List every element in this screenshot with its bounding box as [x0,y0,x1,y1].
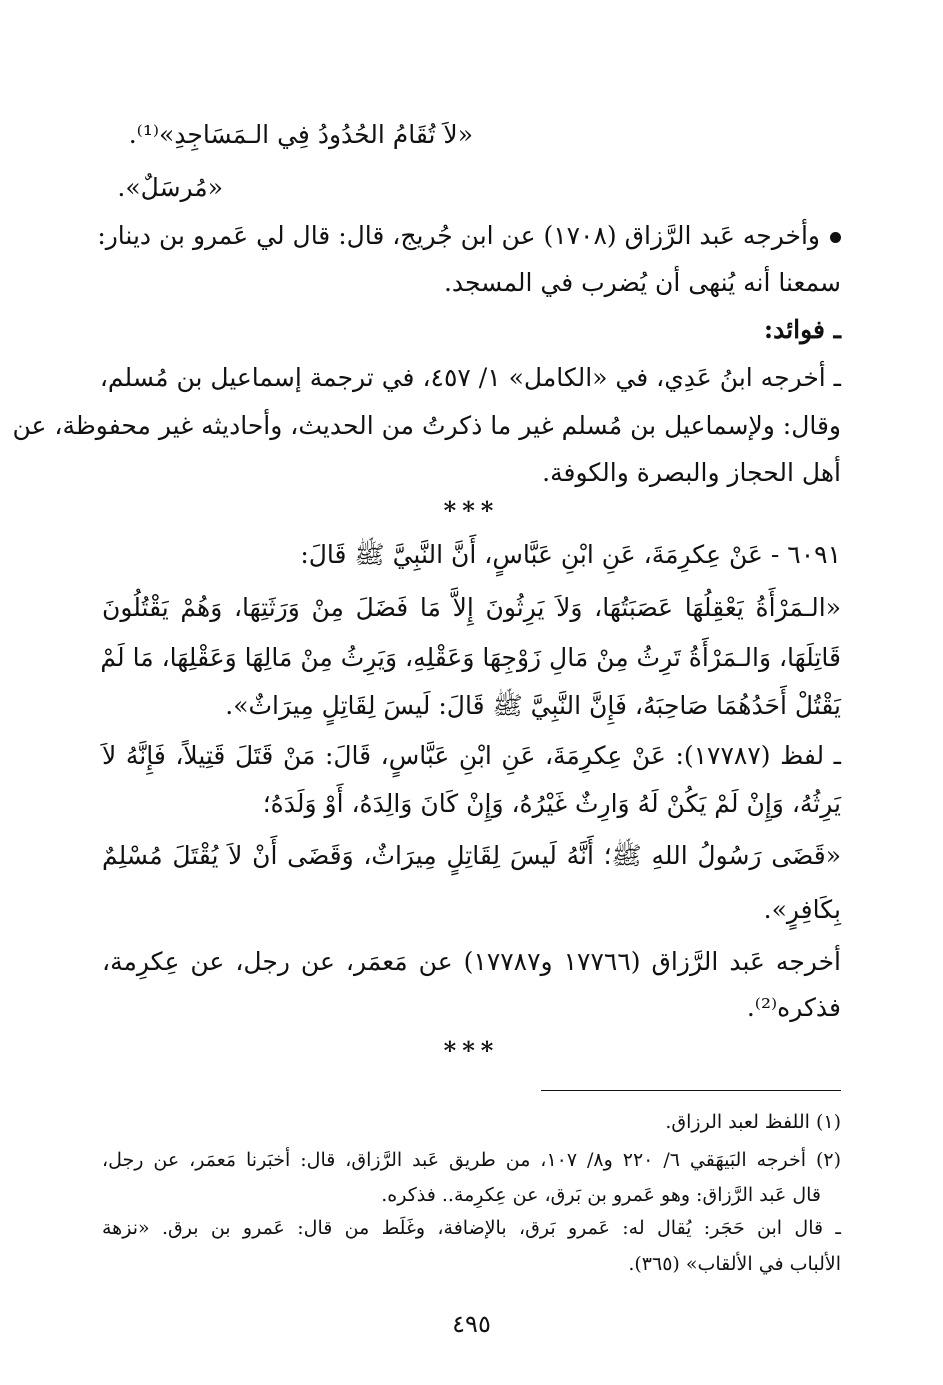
variant-wording-line: يَرِثُهُ، وَإِنْ لَمْ يَكُنْ لَهُ وَارِثٌ غَيْرُهُ، وَإِنْ كَانَ وَالِدَهُ، أَوْ وَلَدَهُ؛ [262,789,841,818]
variant-wording-line: ـ لفظ (١٧٧٨٧): عَنْ عِكرِمَةَ، عَنِ ابْنِ عَبَّاسٍ، قَالَ: مَنْ قَتَلَ قَتِيلاً، فَإِنَّهُ لاَ [102,741,841,770]
bullet-text: وأخرجه عَبد الرَّزاق (١٧٠٨) عن ابن جُريج، قال: قال لي عَمرو بن دينار: [97,221,820,250]
takhrij-line: أخرجه عَبد الرَّزاق (١٧٧٦٦ و١٧٧٨٧) عن مَعمَر، عن رجل، عن عِكرِمة، [102,947,841,976]
paragraph-line: سمعنا أنه يُنهى أن يُضرب في المسجد. [443,268,841,297]
hadith-text-line: يَقْتُلْ أَحَدُهُمَا صَاحِبَهُ، فَإِنَّ النَّبِيَّ ﷺ قَالَ: لَيسَ لِقَاتِلٍ مِيرَاثٌ». [225,691,841,720]
bullet-icon [830,232,841,243]
section-separator: *** [443,496,500,525]
hadith-text-line: بِكَافِرٍ». [763,895,841,924]
section-heading: ـ فوائد: [763,315,841,344]
takhrij-line: فذكره⁽²⁾. [746,993,841,1022]
footnote-2-line: ـ قال ابن حَجَر: يُقال له: عَمرو بَرق، بالإضافة، وغَلَط من قال: عَمرو بن برق. «نزهة [102,1217,841,1239]
hadith-text-line: «قَضَى رَسُولُ اللهِ ﷺ؛ أَنَّهُ لَيسَ لِقَاتِلٍ مِيرَاثٌ، وَقَضَى أَنْ لاَ يُقْتَلَ مُسْلِمٌ [102,841,841,870]
paragraph-line: أهل الحجاز والبصرة والكوفة. [542,458,841,487]
hadith-text-line: «الـمَرْأَةُ يَعْقِلُهَا عَصَبَتُهَا، وَلاَ يَرِثُونَ إِلاَّ مَا فَضَلَ مِنْ وَرَثَتِهَا، وَهُمْ يَقْتُلُونَ [102,593,841,622]
ruling-line: «مُرسَلٌ». [117,173,223,202]
footnote-2-line: قال عَبد الرَّزاق: وهو عَمرو بن بَرق، عن عِكرِمة.. فذكره. [381,1184,821,1206]
paragraph-line: وقال: ولإسماعيل بن مُسلم غير ما ذكرتُ من الحديث، وأحاديثه غير محفوظة، عن [12,411,841,440]
footnote-2-line: (٢) أخرجه البَيهَقي ٦/ ٢٢٠ و٨/ ١٠٧، من طريق عَبد الرَّزاق، قال: أخبَرنا مَعمَر، عن رجل، [102,1149,841,1171]
footnote-1: (١) اللفظ لعبد الرزاق. [665,1111,841,1133]
paragraph-line: ـ أخرجه ابنُ عَدِي، في «الكامل» ١/ ٤٥٧، في ترجمة إسماعيل بن مُسلم، [99,363,841,392]
bullet-paragraph-line [97,218,841,254]
page-number: ٤٩٥ [452,1310,491,1338]
footnote-divider [541,1090,841,1091]
footnote-2-line: الألباب في الألقاب» (٣٦٥). [628,1253,841,1275]
section-separator: *** [443,1036,500,1065]
hadith-text-line: «لاَ تُقَامُ الحُدُودُ فِي الـمَسَاجِدِ»⁽¹⁾. [128,120,473,149]
hadith-text-line: قَاتِلَهَا، وَالـمَرْأَةُ تَرِثُ مِنْ مَالِ زَوْجِهَا وَعَقْلِهِ، وَيَرِثُ مِنْ مَالِهَا وَعَقْلِهَا، مَا لَمْ [100,643,841,672]
hadith-number-line: ٦٠٩١ - عَنْ عِكرِمَةَ، عَنِ ابْنِ عَبَّاسٍ، أَنَّ النَّبِيَّ ﷺ قَالَ: [300,540,841,569]
